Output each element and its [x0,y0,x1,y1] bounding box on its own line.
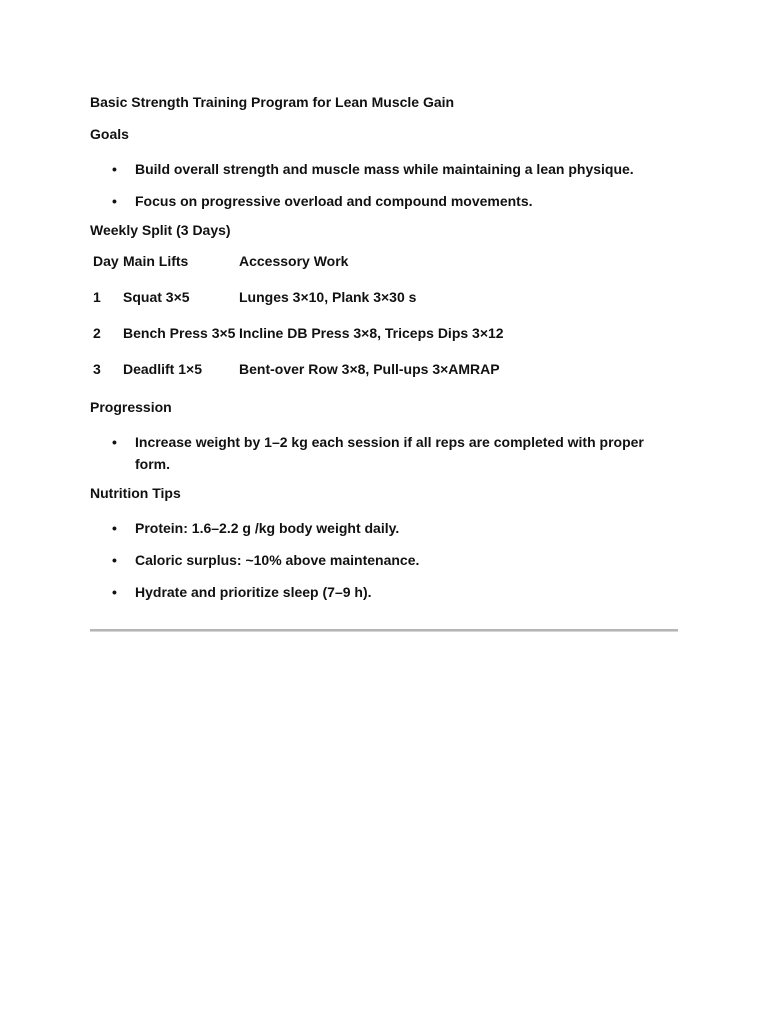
nutrition-heading: Nutrition Tips [90,485,181,501]
table-row [90,279,504,315]
table-row [90,315,504,351]
bullet-icon: • [112,434,117,450]
cell-day: 1 [93,289,101,305]
split-heading: Weekly Split (3 Days) [90,222,231,238]
list-item [90,517,680,539]
document-body [90,94,680,613]
list-item-text: Hydrate and prioritize sleep (7–9 h). [135,584,372,600]
list-item [90,431,680,475]
column-header-accessory-work: Accessory Work [239,253,349,269]
column-header-day: Day [93,253,119,269]
column-header-main-lifts: Main Lifts [123,253,189,269]
cell-day: 2 [93,325,101,341]
bullet-icon: • [112,552,117,568]
list-item [90,158,680,180]
table-header-row [90,243,504,279]
goals-list [90,158,680,212]
bullet-icon: • [112,584,117,600]
cell-main-lifts: Squat 3×5 [123,289,190,305]
list-item-text: Protein: 1.6–2.2 g /kg body weight daily. [135,520,400,536]
split-table [90,243,504,387]
list-item-text: Caloric surplus: ~10% above maintenance. [135,552,420,568]
cell-accessory-work: Incline DB Press 3×8, Triceps Dips 3×12 [239,325,504,341]
horizontal-divider [90,629,678,632]
cell-accessory-work: Bent-over Row 3×8, Pull-ups 3×AMRAP [239,361,500,377]
bullet-icon: • [112,520,117,536]
list-item-text: Increase weight by 1–2 kg each session if all reps are completed with proper form. [135,434,644,472]
goals-heading: Goals [90,126,129,142]
table-row [90,351,504,387]
progression-list [90,431,680,475]
bullet-icon: • [112,161,117,177]
bullet-icon: • [112,193,117,209]
list-item [90,190,680,212]
cell-accessory-work: Lunges 3×10, Plank 3×30 s [239,289,417,305]
cell-main-lifts: Bench Press 3×5 [123,325,236,341]
list-item [90,549,680,571]
cell-main-lifts: Deadlift 1×5 [123,361,202,377]
document-title: Basic Strength Training Program for Lean Muscle Gain [90,94,455,110]
progression-heading: Progression [90,399,172,415]
nutrition-list [90,517,680,603]
list-item-text: Build overall strength and muscle mass while maintaining a lean physique. [135,161,634,177]
cell-day: 3 [93,361,101,377]
list-item-text: Focus on progressive overload and compound movements. [135,193,533,209]
list-item [90,581,680,603]
